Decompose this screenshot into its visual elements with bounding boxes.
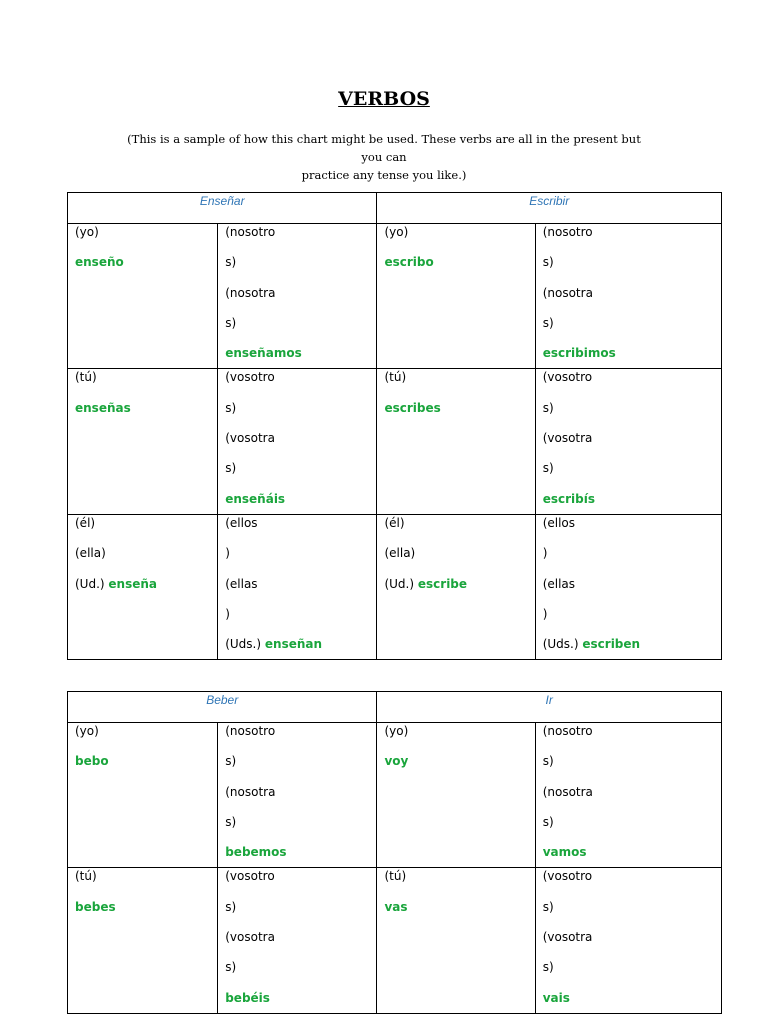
pronoun-label: (Ud.) [75,576,105,591]
cell-ellos [535,514,721,659]
pronoun-label: (vosotra [542,431,593,446]
conjugated-form: enseño [75,255,124,270]
table-row-yo-nosotros [68,723,722,868]
pronoun-label: s) [225,754,237,769]
pronoun-label: ) [542,606,548,621]
conjugated-form: escribís [542,491,595,506]
pronoun-label: s) [542,960,554,975]
conjugated-form: escribo [384,255,434,270]
conjugated-form: bebes [75,899,116,914]
pronoun-label: s) [542,814,554,829]
pronoun-label: (nosotra [225,285,276,300]
cell-tu [68,369,218,514]
pronoun-label: (tú) [384,370,407,385]
conjugated-form: escribes [384,400,441,415]
cell-yo [68,224,218,369]
conjugated-form: vamos [542,845,587,860]
pronoun-label: (nosotra [542,285,593,300]
pronoun-label: (vosotra [225,431,275,446]
intro-text [120,130,648,184]
cell-el [68,514,218,659]
pronoun-label: (vosotro [225,370,275,385]
table-row-tu-vosotros [68,868,722,1013]
cell-tu [377,868,535,1013]
pronoun-label: (ellas [225,576,258,591]
cell-ellos [218,514,377,659]
pronoun-label: (nosotra [225,784,276,799]
pronoun-label: (nosotro [542,225,593,239]
pronoun-label: (yo) [75,225,99,239]
cell-tu [377,369,535,514]
pronoun-label: (ella) [384,546,416,561]
pronoun-label: (vosotra [542,930,593,945]
table-row-tu-vosotros [68,369,722,514]
pronoun-label: (ellas [542,576,576,591]
pronoun-label: (Uds.) [542,637,579,652]
pronoun-label: (yo) [384,225,409,239]
intro-line-1: (This is a sample of how this chart might be used. These verbs are all in the present but you can [127,132,641,164]
cell-nosotros [218,224,377,369]
pronoun-label: (ellos [542,515,576,530]
pronoun-label: (yo) [384,724,409,738]
verb-heading-ir: Ir [377,692,722,723]
verb-heading-escribir: Escribir [377,193,722,224]
cell-yo [68,723,218,868]
verb-heading-beber: Beber [68,692,377,723]
conjugation-table-1 [67,192,722,660]
pronoun-label: (nosotro [542,724,593,738]
pronoun-label: s) [225,899,237,914]
conjugation-table-2 [67,691,722,1014]
pronoun-label: (vosotra [225,930,275,945]
conjugated-form: enseñáis [225,491,286,506]
pronoun-label: s) [225,315,237,330]
conjugated-form: bebéis [225,990,270,1005]
pronoun-label: s) [225,400,237,415]
cell-yo [377,723,535,868]
conjugated-form: bebo [75,754,109,769]
pronoun-label: (nosotro [225,724,276,738]
pronoun-label: s) [225,255,237,270]
conjugated-form: enseñan [264,637,323,652]
conjugated-form: vais [542,990,570,1005]
conjugated-form: enseñamos [225,346,302,361]
pronoun-label: (él) [75,515,96,530]
cell-vosotros [218,369,377,514]
conjugated-form: bebemos [225,845,287,860]
conjugated-form: enseñas [75,400,131,415]
cell-vosotros [535,868,721,1013]
cell-vosotros [218,868,377,1013]
pronoun-label: (nosotro [225,225,276,239]
verb-heading-ensenar: Enseñar [68,193,377,224]
pronoun-label: (vosotro [542,869,593,884]
pronoun-label: s) [542,400,554,415]
pronoun-label: (tú) [75,370,97,385]
cell-nosotros [535,224,721,369]
pronoun-label: (Ud.) [384,576,415,591]
pronoun-label: (vosotro [542,370,593,385]
pronoun-label: (ellos [225,515,258,530]
pronoun-label: s) [542,899,554,914]
pronoun-label: s) [542,461,554,476]
cell-tu [68,868,218,1013]
pronoun-label: (Uds.) [225,637,262,652]
cell-nosotros [535,723,721,868]
table-row-yo-nosotros [68,224,722,369]
pronoun-label: (tú) [75,869,97,884]
pronoun-label: s) [225,461,237,476]
conjugated-form: voy [384,754,409,769]
conjugated-form: escribimos [542,346,616,361]
pronoun-label: ) [542,546,548,561]
conjugated-form: escriben [582,637,641,652]
pronoun-label: s) [225,814,237,829]
cell-vosotros [535,369,721,514]
pronoun-label: s) [542,754,554,769]
page-title: VERBOS [338,88,430,110]
pronoun-label: (tú) [384,869,407,884]
pronoun-label: s) [542,255,554,270]
pronoun-label: (yo) [75,724,99,738]
pronoun-label: ) [225,546,230,561]
pronoun-label: s) [225,960,237,975]
cell-nosotros [218,723,377,868]
intro-line-2: practice any tense you like.) [301,168,467,182]
conjugated-form: vas [384,899,408,914]
pronoun-label: (vosotro [225,869,275,884]
pronoun-label: (ella) [75,546,106,561]
cell-el [377,514,535,659]
table-row-el-ellos [68,514,722,659]
pronoun-label: s) [542,315,554,330]
cell-yo [377,224,535,369]
conjugated-form: enseña [108,576,158,591]
conjugated-form: escribe [417,576,468,591]
pronoun-label: (él) [384,515,405,530]
pronoun-label: (nosotra [542,784,593,799]
pronoun-label: ) [225,606,230,621]
